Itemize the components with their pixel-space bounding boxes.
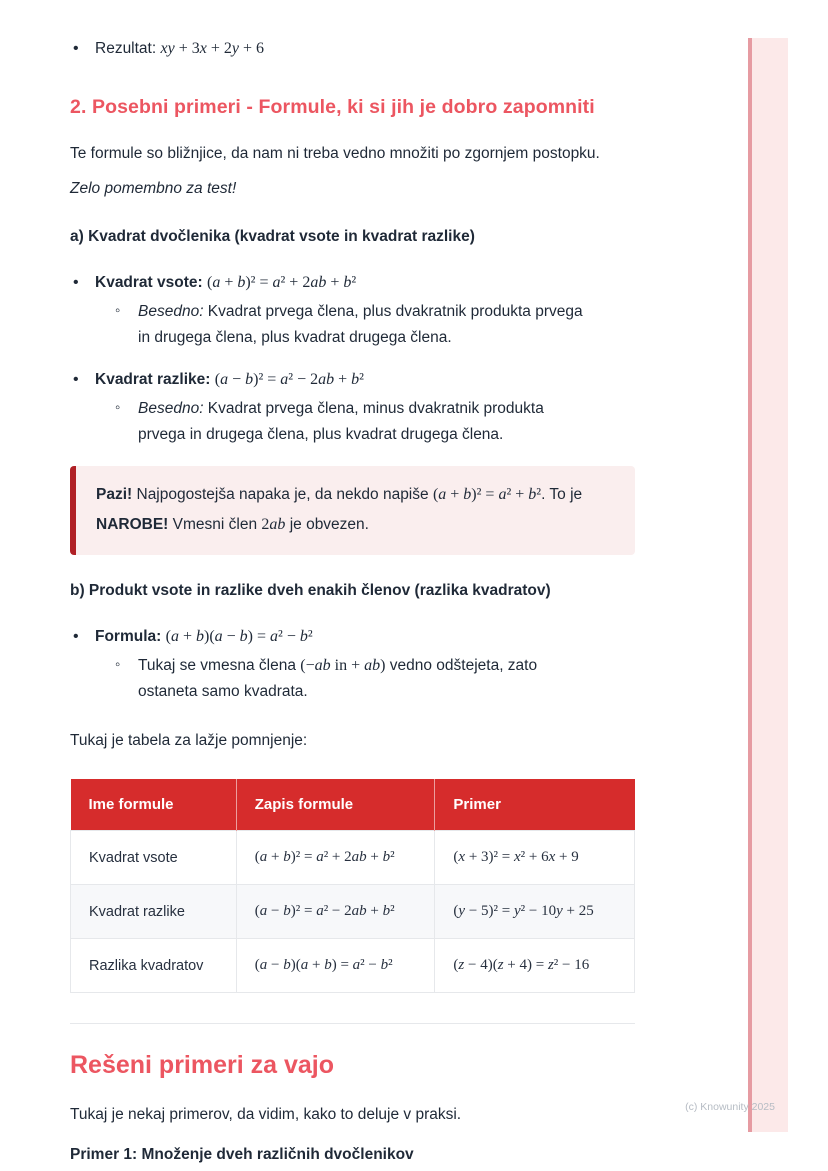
column-header: Primer — [435, 779, 635, 831]
list-item — [70, 367, 635, 447]
bullet-icon — [73, 367, 79, 392]
besedno-label: Besedno: — [138, 303, 204, 320]
besedno-text: Kvadrat prvega člena, minus dvakratnik produkta prvega in drugega člena, plus kvadrat drugega člena. — [138, 400, 544, 443]
table-header — [71, 779, 635, 831]
formulas-list-b — [70, 624, 635, 704]
warning-text: Pazi! Najpogostejša napaka je, da nekdo napiše (a + b)² = a² + b². To je NAROBE! Vmesni člen 2ab je obvezen. — [96, 486, 583, 533]
example-cell: (x + 3)² = x² + 6x + 9 — [435, 831, 635, 885]
table-row — [71, 831, 635, 885]
important-note: Zelo pomembno za test! — [70, 180, 237, 197]
middle-term: 2ab — [261, 516, 286, 533]
formula-cell: (a − b)(a + b) = a² − b² — [236, 939, 435, 993]
bullet-icon — [73, 624, 79, 649]
table-header-row — [71, 779, 635, 831]
page-margin-ribbon — [748, 38, 788, 1132]
formula-label: Kvadrat vsote: — [95, 274, 207, 291]
circle-bullet-icon — [115, 652, 120, 678]
section-divider — [70, 1023, 635, 1024]
copyright-footer: (c) Knowunity 2025 — [685, 1101, 775, 1113]
section-2-heading: 2. Posebni primeri - Formule, ki si jih je dobro zapomniti — [70, 96, 595, 118]
column-header: Zapis formule — [236, 779, 435, 831]
sub-list — [95, 396, 635, 447]
example-1-heading: Primer 1: Množenje dveh različnih dvočlenikov — [70, 1146, 414, 1163]
list-item — [70, 36, 635, 61]
bullet-icon — [73, 36, 79, 61]
list-item — [70, 270, 635, 350]
table-row — [71, 885, 635, 939]
formula-label: Formula: — [95, 628, 166, 645]
intro-paragraph: Te formule so bližnjice, da nam ni treba vedno množiti po zgornjem postopku. — [70, 145, 600, 162]
besedno-label: Besedno: — [138, 400, 204, 417]
result-list — [70, 36, 635, 61]
warning-callout — [70, 466, 635, 555]
formula-table — [70, 779, 635, 993]
subsection-b-heading: b) Produkt vsote in razlike dveh enakih členov (razlika kvadratov) — [70, 582, 551, 599]
formulas-list-a — [70, 270, 635, 447]
wrong-formula: (a + b)² = a² + b² — [432, 486, 542, 503]
table-row — [71, 939, 635, 993]
result-formula: xy + 3x + 2y + 6 — [160, 40, 264, 57]
narobe-label: NAROBE! — [96, 516, 169, 533]
sub-list — [95, 299, 635, 350]
table-intro: Tukaj je tabela za lažje pomnjenje: — [70, 732, 308, 749]
formula-expression: (a + b)(a − b) = a² − b² — [165, 628, 313, 645]
bullet-icon — [73, 270, 79, 295]
formula-name-cell: Razlika kvadratov — [71, 939, 237, 993]
formula-label: Kvadrat razlike: — [95, 371, 215, 388]
list-item — [70, 624, 635, 704]
sub-list — [95, 653, 635, 704]
formula-cell: (a + b)² = a² + 2ab + b² — [236, 831, 435, 885]
outro-paragraph: Tukaj je nekaj primerov, da vidim, kako to deluje v praksi. — [70, 1106, 462, 1123]
formula-name-cell: Kvadrat razlike — [71, 885, 237, 939]
besedno-text: Kvadrat prvega člena, plus dvakratnik produkta prvega in drugega člena, plus kvadrat drugega člena. — [138, 303, 583, 346]
circle-bullet-icon — [115, 298, 120, 324]
column-header: Ime formule — [71, 779, 237, 831]
document-content — [70, 36, 635, 1164]
result-label: Rezultat: — [95, 40, 161, 57]
subsection-a-heading: a) Kvadrat dvočlenika (kvadrat vsote in kvadrat razlike) — [70, 228, 475, 245]
formula-expression: (a − b)² = a² − 2ab + b² — [214, 371, 364, 388]
formula-expression: (a + b)² = a² + 2ab + b² — [206, 274, 357, 291]
circle-bullet-icon — [115, 395, 120, 421]
formula-cell: (a − b)² = a² − 2ab + b² — [236, 885, 435, 939]
example-cell: (y − 5)² = y² − 10y + 25 — [435, 885, 635, 939]
warning-label: Pazi! — [96, 486, 133, 503]
list-item — [113, 299, 595, 350]
list-item — [113, 396, 595, 447]
example-cell: (z − 4)(z + 4) = z² − 16 — [435, 939, 635, 993]
list-item: ◦ Tukaj se vmesna člena (−ab in + ab) vedno odštejeta, zato ostaneta samo kvadrata. — [113, 653, 595, 704]
table-body — [71, 831, 635, 993]
solved-examples-heading: Rešeni primeri za vajo — [70, 1051, 335, 1079]
formula-name-cell: Kvadrat vsote — [71, 831, 237, 885]
